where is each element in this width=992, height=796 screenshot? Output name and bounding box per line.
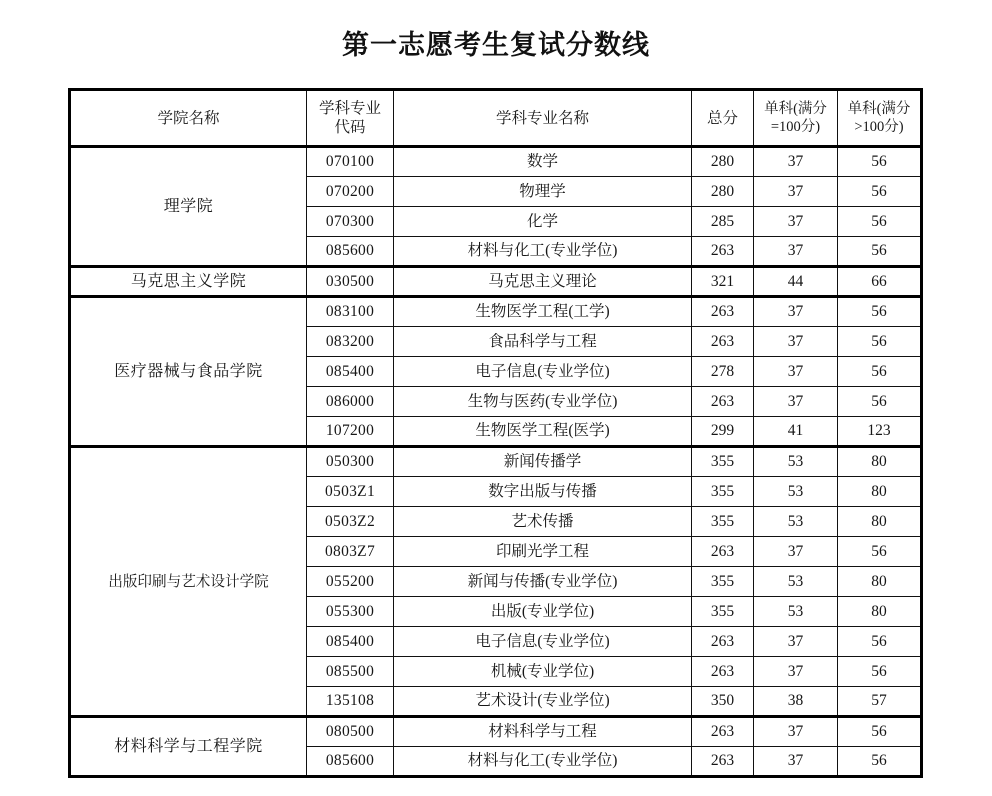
column-header-total-score: 总分 (692, 90, 754, 147)
cell-single-subject-eq100: 44 (754, 267, 838, 297)
cell-major-code: 050300 (307, 447, 394, 477)
cell-major-name: 电子信息(专业学位) (394, 627, 692, 657)
cell-major-code: 083200 (307, 327, 394, 357)
cell-total-score: 263 (692, 627, 754, 657)
cell-single-subject-eq100: 53 (754, 567, 838, 597)
cell-major-code: 083100 (307, 297, 394, 327)
cell-total-score: 263 (692, 327, 754, 357)
table-row (70, 447, 922, 477)
cell-major-name: 艺术传播 (394, 507, 692, 537)
cell-major-code: 055300 (307, 597, 394, 627)
table-row (70, 267, 922, 297)
cell-single-subject-gt100: 56 (838, 147, 922, 177)
column-header-major-code-line2: 代码 (334, 119, 366, 136)
cell-major-code: 0503Z2 (307, 507, 394, 537)
cell-single-subject-gt100: 56 (838, 537, 922, 567)
cell-total-score: 280 (692, 177, 754, 207)
cell-single-subject-gt100: 56 (838, 627, 922, 657)
cell-single-subject-gt100: 56 (838, 387, 922, 417)
cell-total-score: 350 (692, 687, 754, 717)
cell-single-subject-eq100: 37 (754, 357, 838, 387)
cell-single-subject-gt100: 80 (838, 597, 922, 627)
cell-single-subject-eq100: 37 (754, 387, 838, 417)
cell-single-subject-gt100: 56 (838, 717, 922, 747)
table-header (70, 90, 922, 147)
table-row (70, 717, 922, 747)
cell-major-name: 化学 (394, 207, 692, 237)
cell-single-subject-gt100: 80 (838, 567, 922, 597)
cell-major-code: 070200 (307, 177, 394, 207)
cell-total-score: 263 (692, 717, 754, 747)
cell-major-name: 材料科学与工程 (394, 717, 692, 747)
column-header-major-name: 学科专业名称 (394, 90, 692, 147)
cell-single-subject-gt100: 56 (838, 297, 922, 327)
cell-major-name: 新闻传播学 (394, 447, 692, 477)
cell-single-subject-eq100: 53 (754, 507, 838, 537)
cell-total-score: 299 (692, 417, 754, 447)
cell-single-subject-eq100: 53 (754, 447, 838, 477)
cell-total-score: 285 (692, 207, 754, 237)
cell-total-score: 280 (692, 147, 754, 177)
cell-major-name: 生物医学工程(工学) (394, 297, 692, 327)
cell-single-subject-eq100: 37 (754, 657, 838, 687)
cell-total-score: 263 (692, 537, 754, 567)
cell-major-name: 新闻与传播(专业学位) (394, 567, 692, 597)
cell-single-subject-gt100: 56 (838, 207, 922, 237)
cell-single-subject-gt100: 56 (838, 177, 922, 207)
cell-major-code: 135108 (307, 687, 394, 717)
table-row (70, 147, 922, 177)
cell-major-name: 印刷光学工程 (394, 537, 692, 567)
cell-major-code: 085400 (307, 627, 394, 657)
cell-major-name: 出版(专业学位) (394, 597, 692, 627)
cell-single-subject-eq100: 37 (754, 747, 838, 777)
cell-single-subject-gt100: 57 (838, 687, 922, 717)
cell-major-code: 107200 (307, 417, 394, 447)
cell-single-subject-eq100: 53 (754, 597, 838, 627)
cell-major-code: 086000 (307, 387, 394, 417)
cell-single-subject-gt100: 80 (838, 507, 922, 537)
cell-major-name: 数字出版与传播 (394, 477, 692, 507)
cell-major-code: 080500 (307, 717, 394, 747)
cell-major-code: 0803Z7 (307, 537, 394, 567)
page-title: 第一志愿考生复试分数线 (342, 30, 650, 60)
cell-major-name: 生物与医药(专业学位) (394, 387, 692, 417)
cell-single-subject-eq100: 37 (754, 297, 838, 327)
column-header-major-code (307, 90, 394, 147)
cell-major-code: 085400 (307, 357, 394, 387)
cell-single-subject-eq100: 37 (754, 627, 838, 657)
cell-major-code: 085500 (307, 657, 394, 687)
cell-total-score: 321 (692, 267, 754, 297)
column-header-single-eq100-line2: =100分) (770, 119, 821, 135)
table-row (70, 297, 922, 327)
admission-score-table (68, 88, 923, 778)
cell-single-subject-gt100: 80 (838, 447, 922, 477)
cell-major-name: 马克思主义理论 (394, 267, 692, 297)
cell-single-subject-eq100: 37 (754, 177, 838, 207)
cell-total-score: 263 (692, 297, 754, 327)
cell-major-code: 0503Z1 (307, 477, 394, 507)
column-header-single-gt100-line2: >100分) (854, 119, 904, 135)
cell-total-score: 263 (692, 657, 754, 687)
cell-total-score: 355 (692, 597, 754, 627)
cell-college-name: 医疗器械与食品学院 (70, 297, 307, 447)
cell-total-score: 355 (692, 507, 754, 537)
cell-total-score: 263 (692, 237, 754, 267)
cell-major-code: 070300 (307, 207, 394, 237)
cell-single-subject-gt100: 56 (838, 237, 922, 267)
cell-single-subject-eq100: 53 (754, 477, 838, 507)
cell-major-name: 材料与化工(专业学位) (394, 747, 692, 777)
cell-single-subject-eq100: 37 (754, 147, 838, 177)
cell-major-code: 085600 (307, 237, 394, 267)
cell-single-subject-eq100: 38 (754, 687, 838, 717)
column-header-major-code-line1: 学科专业 (318, 100, 381, 117)
cell-college-name: 理学院 (70, 147, 307, 267)
cell-single-subject-gt100: 123 (838, 417, 922, 447)
cell-major-code: 030500 (307, 267, 394, 297)
cell-college-name: 马克思主义学院 (70, 267, 307, 297)
cell-single-subject-gt100: 80 (838, 477, 922, 507)
cell-major-name: 生物医学工程(医学) (394, 417, 692, 447)
cell-major-code: 085600 (307, 747, 394, 777)
cell-major-code: 055200 (307, 567, 394, 597)
cell-single-subject-eq100: 37 (754, 327, 838, 357)
cell-single-subject-eq100: 37 (754, 237, 838, 267)
cell-single-subject-eq100: 41 (754, 417, 838, 447)
cell-single-subject-gt100: 56 (838, 357, 922, 387)
cell-major-code: 070100 (307, 147, 394, 177)
cell-major-name: 电子信息(专业学位) (394, 357, 692, 387)
cell-total-score: 355 (692, 567, 754, 597)
table-body (70, 147, 922, 777)
cell-major-name: 食品科学与工程 (394, 327, 692, 357)
cell-college-name: 材料科学与工程学院 (70, 717, 307, 777)
cell-total-score: 263 (692, 747, 754, 777)
score-table-container (68, 88, 920, 778)
column-header-college: 学院名称 (70, 90, 307, 147)
cell-total-score: 263 (692, 387, 754, 417)
cell-single-subject-eq100: 37 (754, 717, 838, 747)
column-header-single-subject-gt100 (838, 90, 922, 147)
column-header-single-eq100-line1: 单科(满分 (764, 101, 827, 117)
cell-major-name: 机械(专业学位) (394, 657, 692, 687)
column-header-single-subject-eq100 (754, 90, 838, 147)
cell-single-subject-gt100: 56 (838, 657, 922, 687)
cell-single-subject-gt100: 66 (838, 267, 922, 297)
cell-single-subject-eq100: 37 (754, 207, 838, 237)
cell-major-name: 物理学 (394, 177, 692, 207)
cell-total-score: 355 (692, 447, 754, 477)
cell-single-subject-gt100: 56 (838, 327, 922, 357)
cell-total-score: 355 (692, 477, 754, 507)
header-row (70, 90, 922, 147)
cell-major-name: 材料与化工(专业学位) (394, 237, 692, 267)
cell-single-subject-eq100: 37 (754, 537, 838, 567)
cell-major-name: 数学 (394, 147, 692, 177)
cell-single-subject-gt100: 56 (838, 747, 922, 777)
cell-major-name: 艺术设计(专业学位) (394, 687, 692, 717)
cell-total-score: 278 (692, 357, 754, 387)
column-header-single-gt100-line1: 单科(满分 (847, 101, 911, 117)
cell-college-name: 出版印刷与艺术设计学院 (70, 447, 307, 717)
